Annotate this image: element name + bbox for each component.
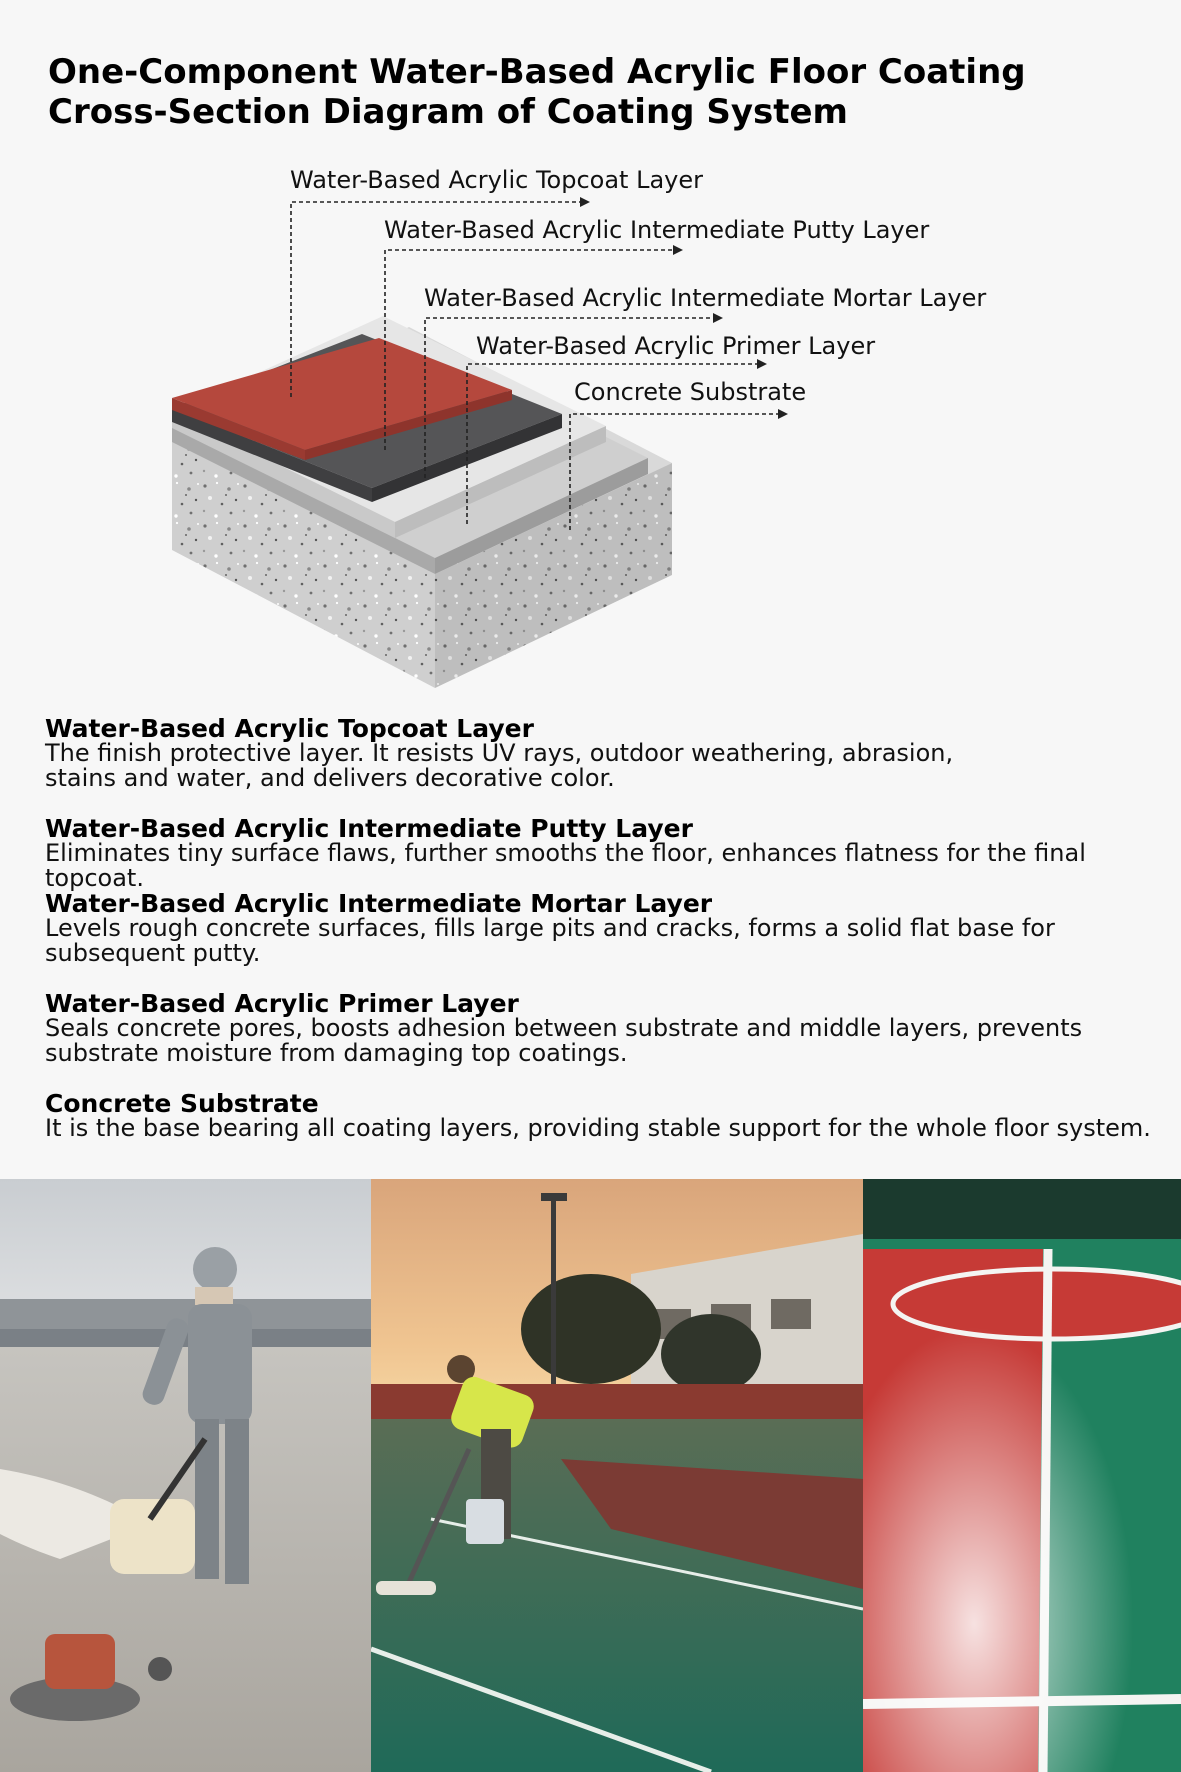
primer-description [45,991,1165,1066]
putty-description [45,816,1165,891]
title-line-2: Cross-Section Diagram of Coating System [48,92,848,132]
putty-text: Eliminates tiny surface flaws, further smooths the floor, enhances flatness for the final topcoat. [45,839,1086,892]
callout-concrete: Concrete Substrate [574,378,807,406]
mortar-text: Levels rough concrete surfaces, fills large pits and cracks, forms a solid flat base for subsequent putty. [45,914,1055,967]
callout-putty: Water-Based Acrylic Intermediate Putty Layer [384,216,930,244]
photo-grinding [0,1179,371,1772]
photo-finished-court [863,1179,1181,1772]
callout-primer: Water-Based Acrylic Primer Layer [476,332,876,360]
primer-heading: Water-Based Acrylic Primer Layer [45,989,519,1018]
topcoat-heading: Water-Based Acrylic Topcoat Layer [45,714,534,743]
title-line-1: One-Component Water-Based Acrylic Floor Coating [48,52,1026,92]
callout-topcoat: Water-Based Acrylic Topcoat Layer [290,166,703,194]
cross-section-diagram [0,150,1181,695]
putty-heading: Water-Based Acrylic Intermediate Putty Layer [45,814,693,843]
mortar-heading: Water-Based Acrylic Intermediate Mortar Layer [45,889,713,918]
primer-text: Seals concrete pores, boosts adhesion between substrate and middle layers, prevents substrate moisture from damaging top coatings. [45,1014,1083,1067]
photo-rolling [371,1179,863,1772]
page-title [48,52,1148,132]
callout-mortar: Water-Based Acrylic Intermediate Mortar Layer [424,284,987,312]
concrete-text: It is the base bearing all coating layers, providing stable support for the whole floor system. [45,1114,1151,1142]
topcoat-text: The finish protective layer. It resists UV rays, outdoor weathering, abrasion, stains and water, and delivers decorative color. [45,739,954,792]
photo-strip [0,1179,1181,1772]
topcoat-description [45,716,1165,791]
concrete-description [45,1091,1165,1141]
concrete-heading: Concrete Substrate [45,1089,319,1118]
mortar-description [45,891,1165,966]
